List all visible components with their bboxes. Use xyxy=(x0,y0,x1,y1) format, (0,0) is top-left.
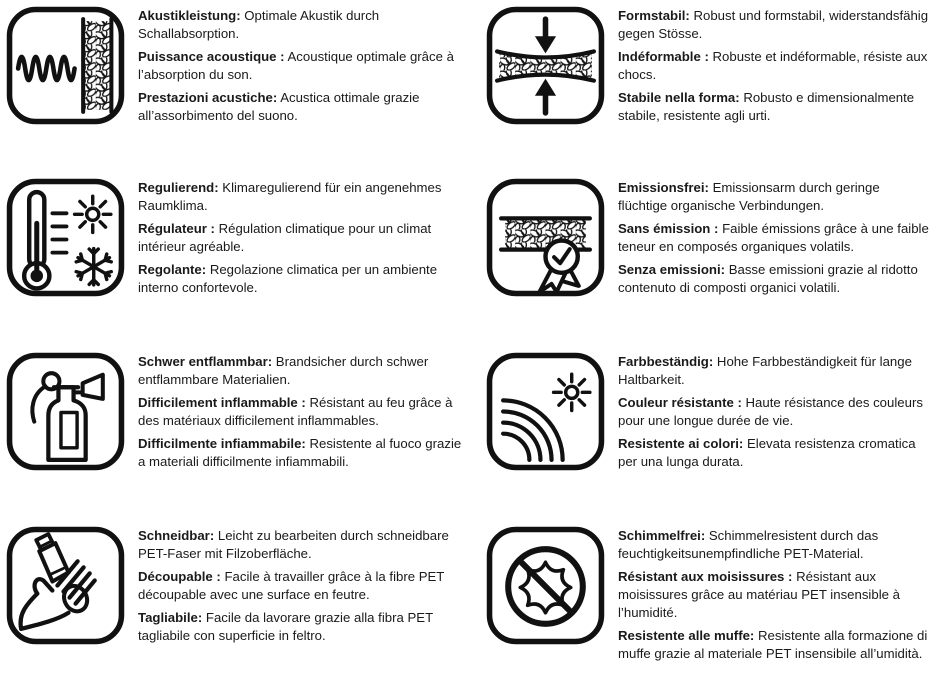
icon-box xyxy=(485,5,606,126)
feature-flame-retardant xyxy=(0,346,480,520)
feature-texts xyxy=(618,5,932,130)
text-fr: Sans émission : Faible émissions grâce à une faible teneur en composés organiques volatils. xyxy=(618,221,929,254)
compression-arrows-icon xyxy=(485,5,606,126)
hand-cutter-icon xyxy=(5,525,126,646)
text-it: Resistente ai colori: Elevata resistenza cromatica per una lunga durata. xyxy=(618,436,916,469)
text-fr: Résistant aux moisissures : Résistant aux moisissures grâce au matériau PET insensible à l’humidité. xyxy=(618,569,900,620)
feature-texts xyxy=(138,525,462,650)
icon-box xyxy=(5,177,126,298)
feature-texts xyxy=(618,525,932,668)
text-it: Regolante: Regolazione climatica per un ambiente interno confortevole. xyxy=(138,262,438,295)
text-fr: Puissance acoustique : Acoustique optimale grâce à l’absorption du son. xyxy=(138,49,454,82)
certified-material-icon xyxy=(485,177,606,298)
icon-box xyxy=(485,177,606,298)
feature-acoustic-performance xyxy=(0,0,480,172)
icon-box xyxy=(485,525,606,646)
text-fr: Découpable : Facile à travailler grâce à la fibre PET découpable avec une surface en feutre. xyxy=(138,569,445,602)
thermometer-sun-snowflake-icon xyxy=(5,177,126,298)
text-fr: Couleur résistante : Haute résistance des couleurs pour une longue durée de vie. xyxy=(618,395,923,428)
text-fr: Indéformable : Robuste et indéformable, résiste aux chocs. xyxy=(618,49,928,82)
text-de: Schwer entflammbar: Brandsicher durch schwer entflammbare Materialien. xyxy=(138,354,429,387)
text-it: Stabile nella forma: Robusto e dimensionalmente stabile, resistente agli urti. xyxy=(618,90,915,123)
feature-texts xyxy=(138,177,462,302)
text-de: Akustikleistung: Optimale Akustik durch Schallabsorption. xyxy=(138,8,380,41)
text-it: Tagliabile: Facile da lavorare grazie alla fibra PET tagliabile con superficie in feltro. xyxy=(138,610,433,643)
text-de: Schneidbar: Leicht zu bearbeiten durch schneidbare PET-Faser mit Filzoberfläche. xyxy=(138,528,449,561)
text-fr: Régulateur : Régulation climatique pour un climat intérieur agréable. xyxy=(138,221,432,254)
text-it: Difficilmente infiammabile: Resistente al fuoco grazie a materiali difficilmente infiammabili. xyxy=(138,436,462,469)
feature-texts xyxy=(138,351,462,476)
icon-box xyxy=(5,5,126,126)
text-it: Prestazioni acustiche: Acustica ottimale grazie all’assorbimento del suono. xyxy=(138,90,420,123)
text-de: Regulierend: Klimaregulierend für ein angenehmes Raumklima. xyxy=(138,180,442,213)
feature-texts xyxy=(138,5,462,130)
no-mold-icon xyxy=(485,525,606,646)
text-de: Farbbeständig: Hohe Farbbeständigkeit für lange Haltbarkeit. xyxy=(618,354,912,387)
feature-texts xyxy=(618,177,932,302)
text-fr: Difficilement inflammable : Résistant au feu grâce à des matériaux difficilement inflammables. xyxy=(138,395,453,428)
text-it: Senza emissioni: Basse emissioni grazie al ridotto contenuto di composti organici volatili. xyxy=(618,262,918,295)
text-de: Schimmelfrei: Schimmelresistent durch das feuchtigkeitsunempfindliche PET-Material. xyxy=(618,528,879,561)
icon-box xyxy=(5,351,126,472)
fire-extinguisher-icon xyxy=(5,351,126,472)
feature-color-fastness xyxy=(480,346,936,520)
text-it: Resistente alle muffe: Resistente alla formazione di muffe grazie al materiale PET insensibile all’umidità. xyxy=(618,628,928,661)
icon-box xyxy=(485,351,606,472)
rainbow-sun-icon xyxy=(485,351,606,472)
feature-mold-resistant xyxy=(480,520,936,680)
feature-climate-regulation xyxy=(0,172,480,346)
text-de: Emissionsfrei: Emissionsarm durch geringe flüchtige organische Verbindungen. xyxy=(618,180,880,213)
icon-box xyxy=(5,525,126,646)
sound-absorption-icon xyxy=(5,5,126,126)
feature-low-emission xyxy=(480,172,936,346)
feature-texts xyxy=(618,351,932,476)
text-de: Formstabil: Robust und formstabil, widerstandsfähig gegen Stösse. xyxy=(618,8,929,41)
feature-cuttable xyxy=(0,520,480,680)
feature-shape-stability xyxy=(480,0,936,172)
